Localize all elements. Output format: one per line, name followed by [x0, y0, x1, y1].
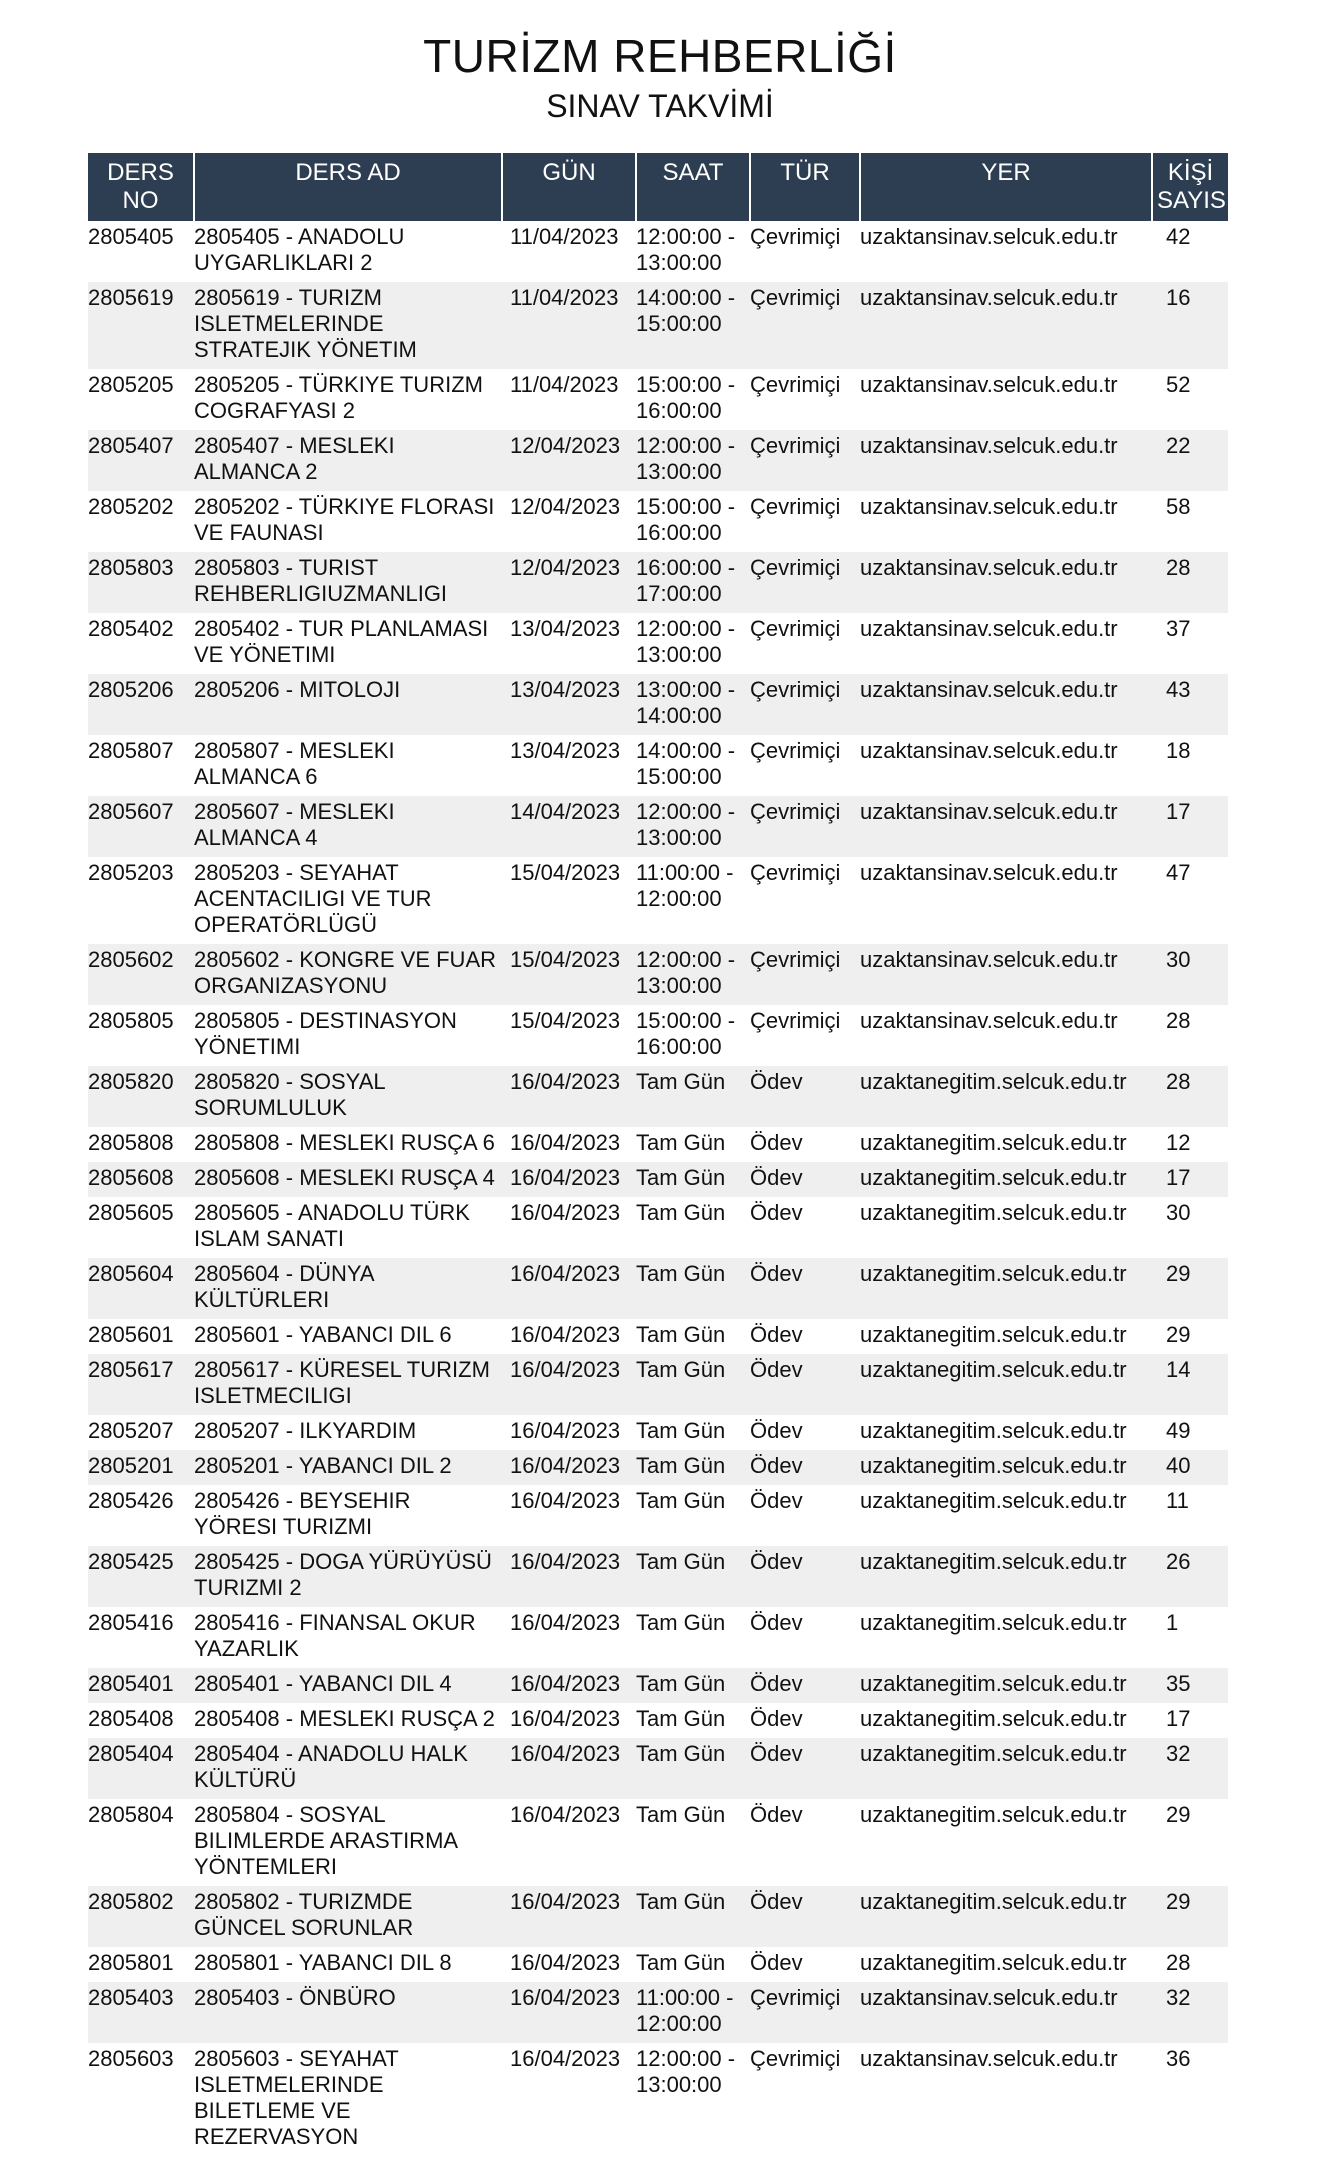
cell-ders-ad: 2805603 - SEYAHAT ISLETMELERINDE BILETLEME VE REZERVASYON [194, 2046, 399, 2149]
table-row [88, 1066, 1228, 1127]
cell-yer: uzaktansinav.selcuk.edu.tr [860, 552, 1152, 613]
cell-saat: Tam Gün [636, 1706, 726, 1731]
cell-ders-ad: 2805401 - YABANCI DIL 4 [194, 1668, 502, 1703]
cell-kisi-sayisi: 14 [1152, 1354, 1228, 1415]
cell-ders-ad: 2805403 - ÖNBÜRO [194, 1982, 502, 2043]
cell-yer: uzaktanegitim.selcuk.edu.tr [860, 1546, 1152, 1607]
cell-saat: Tam Gün [636, 1200, 726, 1225]
cell-tur: Ödev [750, 1488, 803, 1513]
cell-ders-no: 2805605 [88, 1200, 174, 1225]
cell-tur: Ödev [750, 1738, 860, 1799]
cell-kisi-sayisi: 32 [1152, 1738, 1228, 1799]
cell-gun: 13/04/2023 [510, 738, 621, 763]
table-row [88, 552, 1228, 613]
cell-gun: 13/04/2023 [510, 616, 621, 641]
table-row [88, 1319, 1228, 1354]
cell-gun: 12/04/2023 [502, 430, 636, 491]
cell-kisi-sayisi: 16 [1152, 282, 1228, 369]
cell-tur: Çevrimiçi [750, 860, 841, 885]
table-row [88, 1947, 1228, 1982]
cell-yer: uzaktansinav.selcuk.edu.tr [860, 860, 1118, 885]
cell-tur: Çevrimiçi [750, 796, 860, 857]
cell-kisi-sayisi: 18 [1166, 738, 1191, 763]
cell-yer: uzaktansinav.selcuk.edu.tr [860, 1982, 1152, 2043]
header-row [88, 153, 1228, 221]
cell-tur: Ödev [750, 1886, 860, 1947]
table-row [88, 1005, 1228, 1066]
cell-tur: Çevrimiçi [750, 372, 841, 397]
cell-tur: Ödev [750, 1546, 860, 1607]
column-header-ders-no [88, 153, 194, 221]
cell-kisi-sayisi: 49 [1166, 1418, 1191, 1443]
cell-kisi-sayisi: 11 [1166, 1488, 1189, 1513]
cell-ders-ad: 2805207 - ILKYARDIM [194, 1418, 417, 1443]
column-header-kisi-line1: KİŞİ [1167, 159, 1214, 186]
cell-yer: uzaktanegitim.selcuk.edu.tr [860, 1450, 1152, 1485]
table-row [88, 1258, 1228, 1319]
cell-ders-no: 2805404 [88, 1738, 194, 1799]
cell-kisi-sayisi: 58 [1166, 494, 1191, 519]
cell-yer: uzaktansinav.selcuk.edu.tr [860, 796, 1152, 857]
cell-tur: Ödev [750, 1610, 803, 1635]
table-row [88, 674, 1228, 735]
cell-tur: Ödev [750, 1066, 860, 1127]
cell-gun: 16/04/2023 [502, 1668, 636, 1703]
cell-gun: 11/04/2023 [510, 224, 619, 249]
table-row [88, 369, 1228, 430]
cell-kisi-sayisi: 32 [1152, 1982, 1228, 2043]
cell-kisi-sayisi: 36 [1166, 2046, 1191, 2071]
cell-tur: Ödev [750, 1418, 803, 1443]
cell-ders-ad: 2805205 - TÜRKIYE TURIZM COGRAFYASI 2 [194, 372, 483, 423]
cell-kisi-sayisi: 17 [1152, 1162, 1228, 1197]
cell-ders-no: 2805608 [88, 1162, 194, 1197]
cell-yer: uzaktanegitim.selcuk.edu.tr [860, 1738, 1152, 1799]
cell-yer: uzaktanegitim.selcuk.edu.tr [860, 1950, 1127, 1975]
page-subtitle: SINAV TAKVİMİ [546, 88, 774, 124]
cell-ders-no: 2805416 [88, 1610, 174, 1635]
column-header-gun: GÜN [502, 153, 636, 221]
table-row [88, 1886, 1228, 1947]
table-row [88, 1162, 1228, 1197]
cell-saat: Tam Gün [636, 1258, 750, 1319]
cell-gun: 16/04/2023 [502, 1066, 636, 1127]
cell-tur: Çevrimiçi [750, 552, 860, 613]
cell-ders-no: 2805203 [88, 860, 174, 885]
cell-ders-no: 2805201 [88, 1450, 194, 1485]
cell-yer: uzaktanegitim.selcuk.edu.tr [860, 1066, 1152, 1127]
exam-schedule-table [88, 153, 1233, 2156]
cell-saat: Tam Gün [636, 1738, 750, 1799]
table-row [88, 1703, 1228, 1738]
cell-gun: 16/04/2023 [502, 1162, 636, 1197]
cell-ders-ad: 2805425 - DOGA YÜRÜYÜSÜ TURIZMI 2 [194, 1546, 502, 1607]
cell-ders-no: 2805426 [88, 1488, 174, 1513]
cell-kisi-sayisi: 37 [1166, 616, 1191, 641]
cell-kisi-sayisi: 26 [1152, 1546, 1228, 1607]
cell-tur: Ödev [750, 1802, 803, 1827]
cell-gun: 15/04/2023 [502, 944, 636, 1005]
cell-tur: Ödev [750, 1668, 860, 1703]
table-body [88, 221, 1228, 2156]
cell-tur: Ödev [750, 1950, 803, 1975]
cell-saat: 16:00:00 - 17:00:00 [636, 552, 750, 613]
cell-saat: Tam Gün [636, 1886, 750, 1947]
cell-gun: 14/04/2023 [502, 796, 636, 857]
cell-yer: uzaktansinav.selcuk.edu.tr [860, 494, 1118, 519]
cell-saat: 15:00:00 - 16:00:00 [636, 494, 736, 545]
cell-tur: Çevrimiçi [750, 1982, 860, 2043]
cell-ders-ad: 2805617 - KÜRESEL TURIZM ISLETMECILIGI [194, 1354, 502, 1415]
cell-gun: 16/04/2023 [502, 1258, 636, 1319]
table-row [88, 430, 1228, 491]
cell-tur: Çevrimiçi [750, 944, 860, 1005]
cell-gun: 16/04/2023 [502, 1886, 636, 1947]
cell-saat: Tam Gün [636, 1418, 726, 1443]
cell-kisi-sayisi: 28 [1152, 1066, 1228, 1127]
table-row [88, 1450, 1228, 1485]
cell-ders-ad: 2805201 - YABANCI DIL 2 [194, 1450, 502, 1485]
cell-tur: Çevrimiçi [750, 738, 841, 763]
cell-tur: Çevrimiçi [750, 1008, 841, 1033]
cell-ders-no: 2805801 [88, 1950, 174, 1975]
cell-yer: uzaktanegitim.selcuk.edu.tr [860, 1488, 1127, 1513]
cell-gun: 16/04/2023 [510, 1322, 621, 1347]
cell-yer: uzaktansinav.selcuk.edu.tr [860, 1008, 1118, 1033]
cell-ders-no: 2805802 [88, 1886, 194, 1947]
cell-kisi-sayisi: 28 [1166, 1950, 1191, 1975]
cell-saat: 13:00:00 - 14:00:00 [636, 674, 750, 735]
cell-ders-ad: 2805602 - KONGRE VE FUAR ORGANIZASYONU [194, 944, 502, 1005]
column-header-kisi-line2: SAYISI [1157, 187, 1233, 214]
cell-yer: uzaktanegitim.selcuk.edu.tr [860, 1162, 1152, 1197]
cell-gun: 16/04/2023 [502, 1546, 636, 1607]
table-row [88, 282, 1228, 369]
cell-ders-ad: 2805607 - MESLEKI ALMANCA 4 [194, 796, 502, 857]
column-header-ders-ad: DERS AD [194, 153, 502, 221]
cell-kisi-sayisi: 28 [1166, 1008, 1191, 1033]
cell-kisi-sayisi: 35 [1152, 1668, 1228, 1703]
table-row [88, 944, 1228, 1005]
cell-ders-ad: 2805408 - MESLEKI RUSÇA 2 [194, 1706, 495, 1731]
cell-saat: Tam Gün [636, 1130, 726, 1155]
cell-saat: 12:00:00 - 13:00:00 [636, 796, 750, 857]
cell-yer: uzaktanegitim.selcuk.edu.tr [860, 1706, 1127, 1731]
cell-ders-no: 2805803 [88, 552, 194, 613]
cell-tur: Ödev [750, 1322, 803, 1347]
cell-tur: Çevrimiçi [750, 282, 860, 369]
cell-saat: Tam Gün [636, 1322, 726, 1347]
column-header-ders-no-line1: DERS [107, 159, 174, 186]
cell-gun: 16/04/2023 [502, 1450, 636, 1485]
cell-yer: uzaktansinav.selcuk.edu.tr [860, 944, 1152, 1005]
cell-ders-ad: 2805206 - MITOLOJI [194, 674, 502, 735]
cell-ders-no: 2805602 [88, 944, 194, 1005]
cell-kisi-sayisi: 29 [1152, 1258, 1228, 1319]
cell-ders-ad: 2805605 - ANADOLU TÜRK ISLAM SANATI [194, 1200, 470, 1251]
cell-saat: Tam Gün [636, 1802, 726, 1827]
table-row [88, 221, 1228, 282]
cell-kisi-sayisi: 42 [1166, 224, 1191, 249]
cell-ders-ad: 2805807 - MESLEKI ALMANCA 6 [194, 738, 395, 789]
cell-tur: Ödev [750, 1354, 860, 1415]
cell-ders-no: 2805425 [88, 1546, 194, 1607]
cell-gun: 15/04/2023 [510, 1008, 621, 1033]
cell-yer: uzaktanegitim.selcuk.edu.tr [860, 1200, 1127, 1225]
cell-ders-no: 2805807 [88, 738, 174, 763]
cell-ders-ad: 2805202 - TÜRKIYE FLORASI VE FAUNASI [194, 494, 495, 545]
cell-ders-ad: 2805808 - MESLEKI RUSÇA 6 [194, 1130, 495, 1155]
cell-saat: 12:00:00 - 13:00:00 [636, 944, 750, 1005]
table-row [88, 491, 1228, 552]
table-row [88, 796, 1228, 857]
cell-ders-ad: 2805601 - YABANCI DIL 6 [194, 1322, 452, 1347]
cell-gun: 16/04/2023 [510, 1418, 621, 1443]
cell-ders-no: 2805604 [88, 1258, 194, 1319]
cell-tur: Çevrimiçi [750, 494, 841, 519]
cell-yer: uzaktanegitim.selcuk.edu.tr [860, 1886, 1152, 1947]
cell-ders-ad: 2805426 - BEYSEHIR YÖRESI TURIZMI [194, 1488, 411, 1539]
cell-saat: Tam Gün [636, 1354, 750, 1415]
cell-ders-ad: 2805203 - SEYAHAT ACENTACILIGI VE TUR OPERATÖRLÜGÜ [194, 860, 432, 937]
cell-ders-no: 2805202 [88, 494, 174, 519]
column-header-saat: SAAT [636, 153, 750, 221]
cell-ders-ad: 2805802 - TURIZMDE GÜNCEL SORUNLAR [194, 1886, 502, 1947]
cell-tur: Ödev [750, 1258, 860, 1319]
cell-yer: uzaktansinav.selcuk.edu.tr [860, 2046, 1118, 2071]
cell-kisi-sayisi: 40 [1152, 1450, 1228, 1485]
cell-kisi-sayisi: 28 [1152, 552, 1228, 613]
cell-gun: 15/04/2023 [510, 860, 621, 885]
cell-ders-ad: 2805804 - SOSYAL BILIMLERDE ARASTIRMA YÖNTEMLERI [194, 1802, 457, 1879]
cell-ders-no: 2805820 [88, 1066, 194, 1127]
cell-saat: 11:00:00 - 12:00:00 [636, 860, 734, 911]
column-header-yer: YER [860, 153, 1152, 221]
cell-ders-no: 2805401 [88, 1668, 194, 1703]
cell-gun: 13/04/2023 [502, 674, 636, 735]
cell-saat: 12:00:00 - 13:00:00 [636, 224, 736, 275]
cell-yer: uzaktansinav.selcuk.edu.tr [860, 430, 1152, 491]
cell-saat: Tam Gün [636, 1066, 750, 1127]
cell-ders-no: 2805206 [88, 674, 194, 735]
cell-ders-no: 2805808 [88, 1130, 174, 1155]
table-row [88, 1982, 1228, 2043]
cell-gun: 16/04/2023 [502, 1982, 636, 2043]
cell-ders-ad: 2805405 - ANADOLU UYGARLIKLARI 2 [194, 224, 405, 275]
cell-saat: 14:00:00 - 15:00:00 [636, 282, 750, 369]
cell-ders-no: 2805403 [88, 1982, 194, 2043]
cell-ders-no: 2805804 [88, 1802, 174, 1827]
cell-ders-no: 2805619 [88, 282, 194, 369]
table-row [88, 1607, 1228, 1668]
cell-yer: uzaktansinav.selcuk.edu.tr [860, 372, 1118, 397]
cell-gun: 11/04/2023 [502, 282, 636, 369]
column-header-tur: TÜR [750, 153, 860, 221]
cell-kisi-sayisi: 29 [1166, 1322, 1191, 1347]
cell-ders-ad: 2805404 - ANADOLU HALK KÜLTÜRÜ [194, 1738, 502, 1799]
cell-ders-no: 2805205 [88, 372, 174, 397]
cell-ders-no: 2805407 [88, 430, 194, 491]
cell-ders-no: 2805603 [88, 2046, 174, 2071]
cell-saat: 12:00:00 - 13:00:00 [636, 616, 736, 667]
table-row [88, 857, 1228, 944]
cell-ders-ad: 2805619 - TURIZM ISLETMELERINDE STRATEJIK YÖNETIM [194, 282, 502, 369]
cell-yer: uzaktansinav.selcuk.edu.tr [860, 616, 1118, 641]
cell-kisi-sayisi: 17 [1152, 796, 1228, 857]
cell-tur: Çevrimiçi [750, 224, 841, 249]
cell-tur: Ödev [750, 1130, 803, 1155]
column-header-kisi-sayisi [1152, 153, 1233, 221]
cell-saat: 15:00:00 - 16:00:00 [636, 1008, 736, 1059]
table-row [88, 2043, 1228, 2156]
cell-kisi-sayisi: 1 [1166, 1610, 1179, 1635]
cell-gun: 11/04/2023 [510, 372, 619, 397]
table-row [88, 1668, 1228, 1703]
cell-saat: 14:00:00 - 15:00:00 [636, 738, 736, 789]
cell-tur: Ödev [750, 1450, 860, 1485]
cell-kisi-sayisi: 12 [1166, 1130, 1191, 1155]
cell-ders-ad: 2805407 - MESLEKI ALMANCA 2 [194, 430, 502, 491]
cell-yer: uzaktanegitim.selcuk.edu.tr [860, 1418, 1127, 1443]
cell-gun: 16/04/2023 [510, 1488, 621, 1513]
cell-saat: Tam Gün [636, 1488, 726, 1513]
cell-gun: 12/04/2023 [502, 552, 636, 613]
cell-ders-no: 2805607 [88, 796, 194, 857]
cell-ders-ad: 2805803 - TURIST REHBERLIGIUZMANLIGI [194, 552, 502, 613]
page-title: TURİZM REHBERLİĞİ [423, 30, 897, 82]
cell-ders-no: 2805408 [88, 1706, 174, 1731]
table-row [88, 1485, 1228, 1546]
cell-gun: 16/04/2023 [510, 1610, 621, 1635]
cell-gun: 16/04/2023 [502, 1738, 636, 1799]
cell-ders-no: 2805405 [88, 224, 174, 249]
cell-gun: 16/04/2023 [502, 1354, 636, 1415]
cell-ders-no: 2805601 [88, 1322, 174, 1347]
table-row [88, 1354, 1228, 1415]
cell-saat: Tam Gün [636, 1450, 750, 1485]
cell-ders-no: 2805805 [88, 1008, 174, 1033]
cell-yer: uzaktanegitim.selcuk.edu.tr [860, 1610, 1127, 1635]
cell-yer: uzaktansinav.selcuk.edu.tr [860, 224, 1118, 249]
cell-tur: Ödev [750, 1706, 803, 1731]
cell-saat: 11:00:00 - 12:00:00 [636, 1982, 750, 2043]
cell-ders-ad: 2805801 - YABANCI DIL 8 [194, 1950, 452, 1975]
cell-tur: Ödev [750, 1162, 860, 1197]
cell-tur: Çevrimiçi [750, 430, 860, 491]
cell-saat: Tam Gün [636, 1162, 750, 1197]
cell-ders-no: 2805617 [88, 1354, 194, 1415]
cell-tur: Ödev [750, 1200, 803, 1225]
cell-kisi-sayisi: 29 [1166, 1802, 1191, 1827]
cell-gun: 12/04/2023 [510, 494, 621, 519]
cell-saat: Tam Gün [636, 1950, 726, 1975]
cell-ders-ad: 2805416 - FINANSAL OKUR YAZARLIK [194, 1610, 476, 1661]
cell-yer: uzaktanegitim.selcuk.edu.tr [860, 1668, 1152, 1703]
cell-saat: 12:00:00 - 13:00:00 [636, 2046, 736, 2097]
cell-ders-ad: 2805820 - SOSYAL SORUMLULUK [194, 1066, 502, 1127]
cell-saat: Tam Gün [636, 1546, 750, 1607]
cell-ders-no: 2805402 [88, 616, 174, 641]
cell-yer: uzaktansinav.selcuk.edu.tr [860, 738, 1118, 763]
cell-gun: 16/04/2023 [510, 1130, 621, 1155]
cell-kisi-sayisi: 43 [1152, 674, 1228, 735]
cell-kisi-sayisi: 30 [1166, 1200, 1191, 1225]
cell-yer: uzaktansinav.selcuk.edu.tr [860, 282, 1152, 369]
cell-tur: Çevrimiçi [750, 616, 841, 641]
cell-kisi-sayisi: 17 [1166, 1706, 1191, 1731]
table-row [88, 1738, 1228, 1799]
cell-saat: Tam Gün [636, 1610, 726, 1635]
cell-saat: Tam Gün [636, 1668, 750, 1703]
cell-yer: uzaktansinav.selcuk.edu.tr [860, 674, 1152, 735]
cell-saat: 12:00:00 - 13:00:00 [636, 430, 750, 491]
cell-ders-ad: 2805604 - DÜNYA KÜLTÜRLERI [194, 1258, 502, 1319]
cell-ders-ad: 2805805 - DESTINASYON YÖNETIMI [194, 1008, 457, 1059]
cell-kisi-sayisi: 47 [1166, 860, 1191, 885]
cell-ders-ad: 2805402 - TUR PLANLAMASI VE YÖNETIMI [194, 616, 489, 667]
cell-ders-ad: 2805608 - MESLEKI RUSÇA 4 [194, 1162, 502, 1197]
table-row [88, 1546, 1228, 1607]
cell-kisi-sayisi: 52 [1166, 372, 1191, 397]
cell-kisi-sayisi: 29 [1152, 1886, 1228, 1947]
cell-yer: uzaktanegitim.selcuk.edu.tr [860, 1802, 1127, 1827]
table-row [88, 735, 1228, 796]
cell-kisi-sayisi: 30 [1152, 944, 1228, 1005]
table-row [88, 1415, 1228, 1450]
cell-gun: 16/04/2023 [510, 1802, 621, 1827]
cell-gun: 16/04/2023 [510, 2046, 621, 2071]
table-row [88, 613, 1228, 674]
cell-gun: 16/04/2023 [510, 1950, 621, 1975]
table-row [88, 1799, 1228, 1886]
cell-ders-no: 2805207 [88, 1418, 174, 1443]
cell-yer: uzaktanegitim.selcuk.edu.tr [860, 1258, 1152, 1319]
cell-yer: uzaktanegitim.selcuk.edu.tr [860, 1354, 1152, 1415]
cell-tur: Çevrimiçi [750, 674, 860, 735]
cell-yer: uzaktanegitim.selcuk.edu.tr [860, 1322, 1127, 1347]
table-row [88, 1197, 1228, 1258]
cell-gun: 16/04/2023 [510, 1200, 621, 1225]
cell-kisi-sayisi: 22 [1152, 430, 1228, 491]
cell-saat: 15:00:00 - 16:00:00 [636, 372, 736, 423]
cell-gun: 16/04/2023 [510, 1706, 621, 1731]
cell-tur: Çevrimiçi [750, 2046, 841, 2071]
cell-yer: uzaktanegitim.selcuk.edu.tr [860, 1130, 1127, 1155]
table-header [88, 153, 1233, 221]
table-row [88, 1127, 1228, 1162]
column-header-ders-no-line2: NO [122, 187, 159, 214]
